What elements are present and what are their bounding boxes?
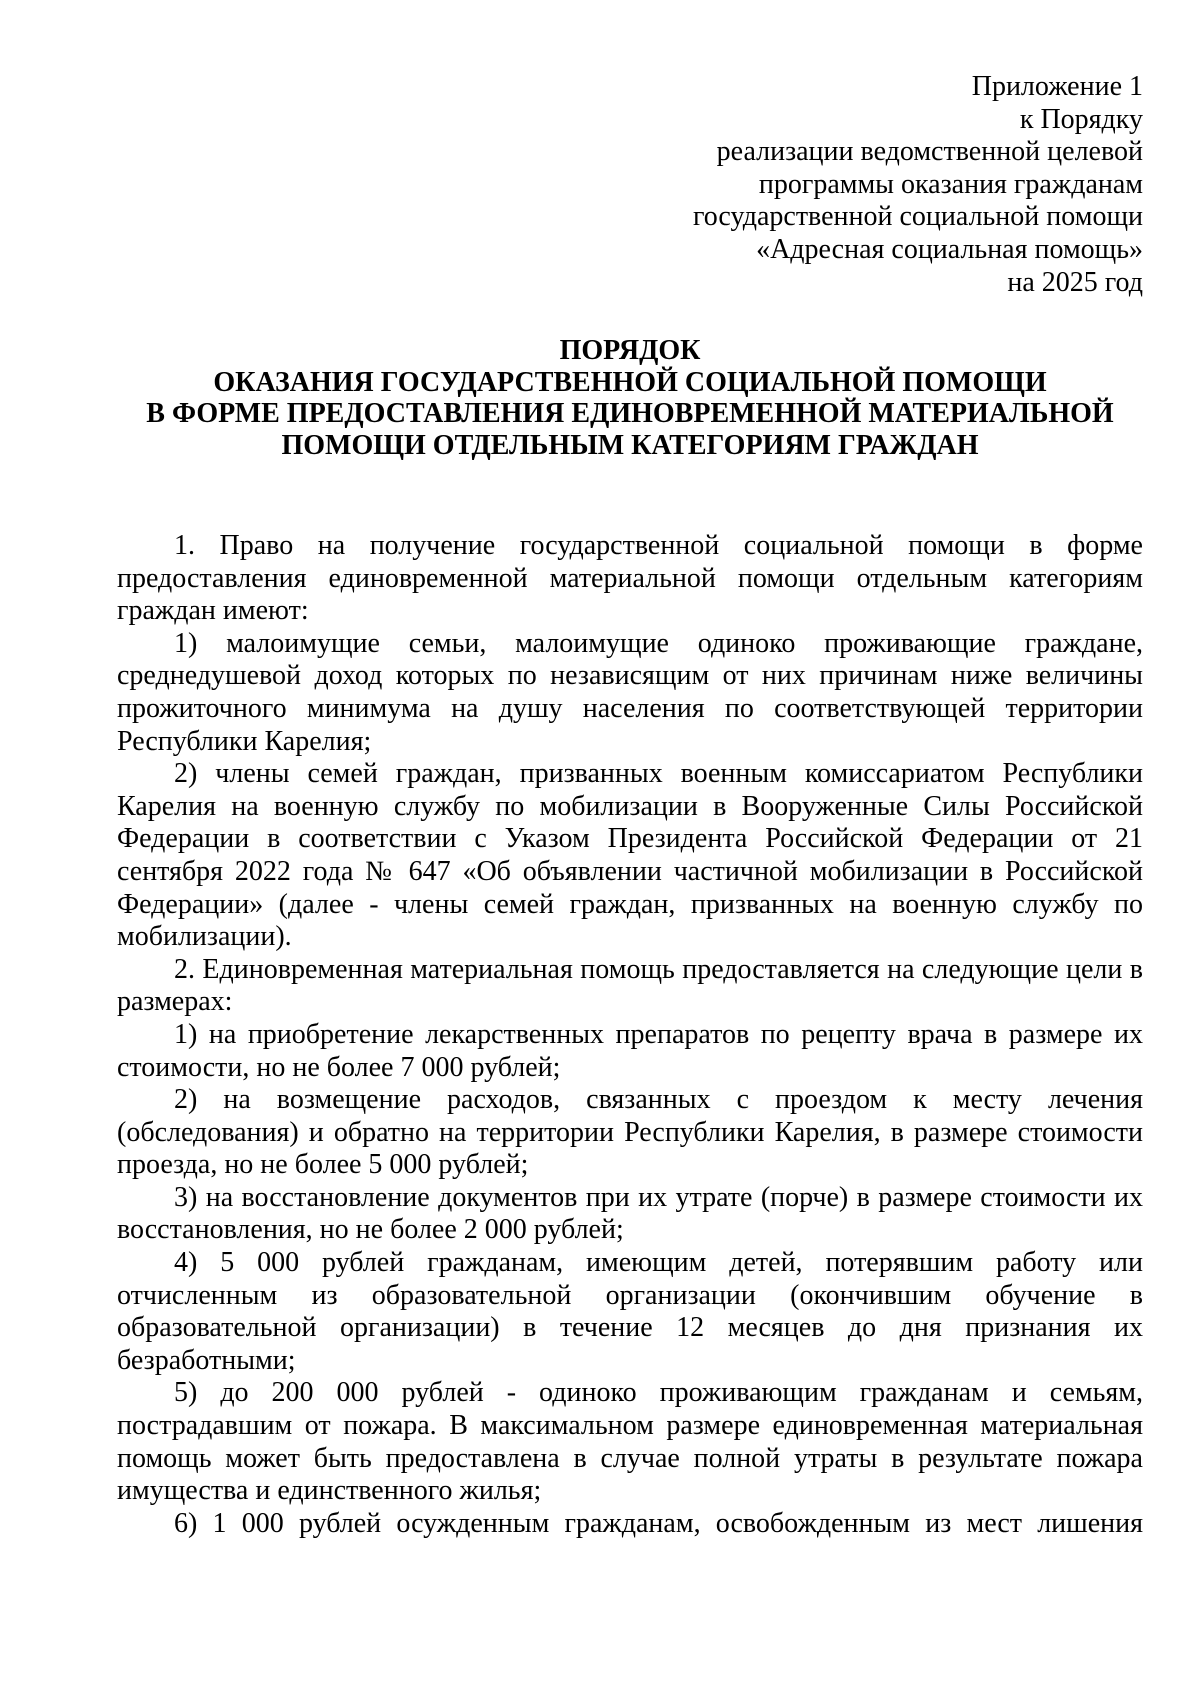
paragraph-2: 2. Единовременная материальная помощь предоставляется на следующие цели в размерах: bbox=[117, 953, 1143, 1018]
title-line: В ФОРМЕ ПРЕДОСТАВЛЕНИЯ ЕДИНОВРЕМЕННОЙ МАТЕРИАЛЬНОЙ bbox=[146, 398, 1114, 429]
paragraph-2-item-3: 3) на восстановление документов при их утрате (порче) в размере стоимости их восстановления, но не более 2 000 рублей; bbox=[117, 1181, 1143, 1246]
appendix-line: программы оказания гражданам bbox=[758, 168, 1143, 200]
paragraph-1-item-2: 2) члены семей граждан, призванных военным комиссариатом Республики Карелия на военную службу по мобилизации в Вооруженные Силы Российской Федерации в соответствии с Указом Президента Российской Федерации от 21 сентября 2022 года № 647 «Об объявлении частичной мобилизации в Российской Федерации» (далее - члены семей граждан, призванных на военную службу по мобилизации). bbox=[117, 758, 1143, 953]
paragraph-1-item-1: 1) малоимущие семьи, малоимущие одиноко проживающие граждане, среднедушевой доход которых по независящим от них причинам ниже величины прожиточного минимума на душу населения по соответствующей территории Республики Карелия; bbox=[117, 627, 1143, 757]
title-line: ОКАЗАНИЯ ГОСУДАРСТВЕННОЙ СОЦИАЛЬНОЙ ПОМОЩИ bbox=[213, 366, 1047, 398]
appendix-line: на 2025 год bbox=[1007, 266, 1143, 298]
appendix-line: государственной социальной помощи bbox=[692, 201, 1143, 233]
paragraph-2-item-2: 2) на возмещение расходов, связанных с проездом к месту лечения (обследования) и обратно на территории Республики Карелия, в размере стоимости проезда, но не более 5 000 рублей; bbox=[117, 1084, 1143, 1181]
appendix-line: к Порядку bbox=[1019, 103, 1143, 135]
appendix-header bbox=[560, 71, 1143, 299]
appendix-line: «Адресная социальная помощь» bbox=[756, 233, 1143, 265]
paragraph-2-item-1: 1) на приобретение лекарственных препаратов по рецепту врача в размере их стоимости, но не более 7 000 рублей; bbox=[117, 1018, 1143, 1083]
paragraph-2-item-6: 6) 1 000 рублей осужденным гражданам, освобожденным из мест лишения bbox=[174, 1507, 1143, 1539]
document-body bbox=[117, 530, 1143, 1540]
document-title bbox=[80, 335, 1180, 461]
paragraph-2-item-4: 4) 5 000 рублей гражданам, имеющим детей, потерявшим работу или отчисленным из образовательной организации (окончившим обучение в образовательной организации) в течение 12 месяцев до дня признания их безработными; bbox=[117, 1247, 1143, 1376]
appendix-line: реализации ведомственной целевой bbox=[716, 136, 1143, 168]
paragraph-2-item-5: 5) до 200 000 рублей - одиноко проживающим гражданам и семьям, пострадавшим от пожара. В максимальном размере единовременная материальная помощь может быть предоставлена в случае полной утраты в результате пожара имущества и единственного жилья; bbox=[117, 1377, 1143, 1507]
paragraph-1: 1. Право на получение государственной социальной помощи в форме предоставления единовременной материальной помощи отдельным категориям граждан имеют: bbox=[117, 530, 1143, 627]
title-line: ПОМОЩИ ОТДЕЛЬНЫМ КАТЕГОРИЯМ ГРАЖДАН bbox=[281, 429, 979, 461]
appendix-line: Приложение 1 bbox=[971, 71, 1143, 102]
title-line: ПОРЯДОК bbox=[559, 335, 701, 366]
